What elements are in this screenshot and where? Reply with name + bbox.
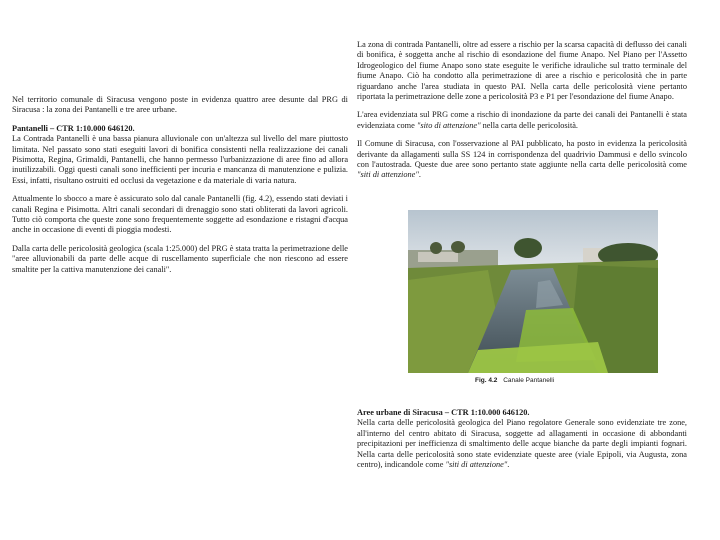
pantanelli-heading: Pantanelli – CTR 1:10.000 646120. bbox=[12, 123, 135, 133]
caption-number: Fig. 4.2 bbox=[475, 377, 498, 384]
urbane-heading: Aree urbane di Siracusa – CTR 1:10.000 646120. bbox=[357, 408, 530, 417]
right-column-bottom bbox=[357, 408, 687, 476]
contrada-paragraph: La zona di contrada Pantanelli, oltre ad essere a rischio per la scarsa capacità di deflusso dei canali di bonifica, è soggetta anche al rischio di esondazione del fiume Anapo. Nel Piano per l'Assetto Idrogeologico del fiume Anapo sono state eseguite le verifiche idrauliche sul tratto terminale del fiume Anapo. Ciò ha condotto alla perimetrazione di aree a rischio e pericolosità che in parte riguardano anche l'area studiata in questo PAI. Nella carta delle pericolosità viene pertanto riportata la perimetrazione delle zone a pericolosità P3 e P1 per l'esondazione del fiume Anapo. bbox=[357, 40, 687, 102]
pantanelli-section bbox=[12, 124, 348, 186]
urbane-section: Aree urbane di Siracusa – CTR 1:10.000 646120. Nella carta delle pericolosità geologica del Piano regolatore Generale sono evidenziate tre zone, all'interno del centro abitato di Siracusa, soggette ad allagamenti in occasione di abbondanti precipitazioni per inefficienza di smaltimento delle acque bianche da parte degli impianti fognari. Nella carta delle pericolosità sono state evidenziate queste aree (viale Epipoli, via Augusta, zona centro), indicandole come "siti di attenzione". bbox=[357, 408, 687, 470]
photo-caption bbox=[475, 377, 554, 384]
canal-photo bbox=[408, 210, 658, 373]
pantanelli-paragraph: La Contrada Pantanelli è una bassa pianura alluvionale con un'altezza sul livello del mare piuttosto limitata. Nel passato sono stati eseguiti lavori di bonifica consistenti nella realizzazione dei canali Pisimotta, Regina, Grimaldi, Pantanelli, che hanno permesso l'urbanizzazione di aree fino ad allora inutilizzabili. Oggi questi canali sono inefficienti per incuria e mancanza di manutenzione e pulizia. Essi, infatti, risultano ostruiti ed occlusi da vegetazione e da materiale di varia natura. bbox=[12, 134, 348, 185]
sbocco-paragraph: Attualmente lo sbocco a mare è assicurato solo dal canale Pantanelli (fig. 4.2), essendo stati deviati i canali Regina e Pisimotta. Altri canali secondari di drenaggio sono stati obliterati da lavori agricoli. Tutto ciò comporta che queste zone sono frequentemente soggette ad esondazione e ristagni d'acqua anche in occasione di eventi di pioggia modesti. bbox=[12, 194, 348, 235]
carta-paragraph: Dalla carta delle pericolosità geologica (scala 1:25.000) del PRG è stata tratta la perimetrazione delle "aree alluvionabili da parte delle acque di ruscellamento superficiale che non riescono ad essere smaltite per la cattiva manutenzione dei canali". bbox=[12, 243, 348, 274]
urbane-paragraph-a: Nella carta delle pericolosità geologica del Piano regolatore Generale sono evidenziate tre zone, all'interno del centro abitato di Siracusa, soggette ad allagamenti in occasione di abbondanti precipitazioni per inefficienza di smaltimento delle acque bianche da parte degli impianti fognari. Nella carta delle pericolosità sono state evidenziate queste aree (viale Epipoli, via Augusta, zona centro), indicandole come bbox=[357, 418, 687, 470]
right-column-top bbox=[357, 40, 687, 187]
area-paragraph: L'area evidenziata sul PRG come a rischio di inondazione da parte dei canali dei Pantanelli è stata evidenziata come "sito di attenzione" nella carta delle pericolosità. bbox=[357, 110, 687, 130]
comune-paragraph: Il Comune di Siracusa, con l'osservazione al PAI pubblicato, ha posto in evidenza la pericolosità derivante da allagamenti sulla SS 124 in corrispondenza del quadrivio Dammusi e dello svincolo con l'autostrada. Queste due aree sono pertanto state aggiunte nella carta delle pericolosità come "siti di attenzione". bbox=[357, 139, 687, 180]
caption-text: Canale Pantanelli bbox=[503, 377, 555, 384]
left-column bbox=[12, 95, 348, 281]
intro-paragraph: Nel territorio comunale di Siracusa vengono poste in evidenza quattro aree desunte dal PRG di Siracusa : la zona dei Pantanelli e tre aree urbane. bbox=[12, 95, 348, 115]
